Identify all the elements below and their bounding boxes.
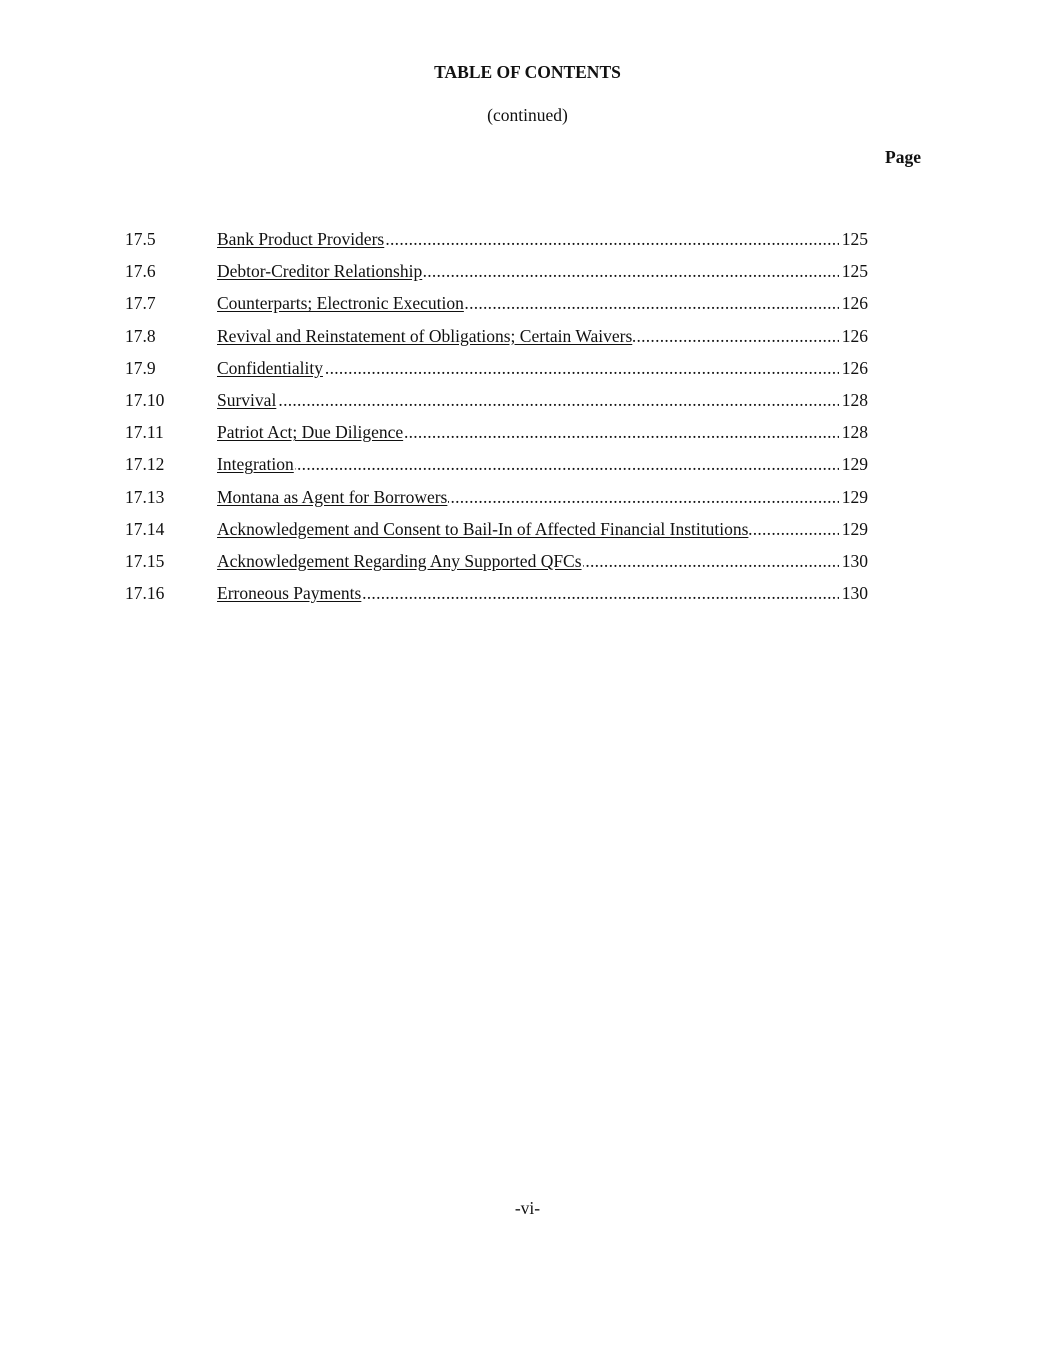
continued-label: (continued) — [487, 105, 568, 125]
page-number: 129 — [841, 518, 868, 539]
section-number: 17.11 — [125, 422, 164, 443]
section-number: 17.5 — [125, 229, 156, 249]
page-column-header: Page — [885, 147, 921, 167]
toc-entry — [125, 422, 868, 454]
section-title-link[interactable]: Erroneous Payments — [217, 583, 362, 604]
dot-leader — [749, 519, 838, 540]
dot-leader — [385, 229, 839, 250]
toc-entry — [125, 358, 868, 390]
toc-entry — [125, 261, 868, 293]
toc-entry — [125, 487, 868, 519]
section-title-link[interactable]: Counterparts; Electronic Execution — [217, 293, 464, 314]
section-title-link[interactable]: Bank Product Providers — [217, 229, 385, 249]
dot-leader — [295, 454, 839, 475]
page-number: 130 — [841, 550, 868, 571]
section-title-link[interactable]: Survival — [217, 389, 277, 410]
toc-entry — [125, 454, 868, 486]
toc-entry — [125, 293, 868, 325]
section-number: 17.6 — [125, 261, 156, 282]
section-title-link[interactable]: Patriot Act; Due Diligence — [217, 422, 404, 443]
page-number: 128 — [841, 422, 868, 443]
section-number: 17.8 — [125, 325, 156, 346]
dot-leader — [633, 326, 838, 347]
page-number: 129 — [841, 486, 868, 507]
page-number: 125 — [841, 229, 868, 249]
page-number: 128 — [841, 389, 868, 410]
page-number-footer: -vi- — [514, 1198, 541, 1218]
section-number: 17.16 — [125, 583, 165, 604]
section-number: 17.9 — [125, 357, 156, 378]
toc-entry — [125, 326, 868, 358]
page-number: 126 — [841, 357, 868, 378]
section-title-link[interactable]: Integration — [217, 454, 294, 475]
section-title-link[interactable]: Montana as Agent for Borrowers — [217, 486, 448, 507]
dot-leader — [404, 422, 839, 443]
table-of-contents — [125, 229, 868, 615]
toc-entry — [125, 229, 868, 261]
page-number: 130 — [841, 583, 868, 604]
section-number: 17.15 — [125, 550, 165, 571]
section-title-link[interactable]: Revival and Reinstatement of Obligations; Certain Waivers — [217, 325, 633, 346]
toc-entry — [125, 519, 868, 551]
section-number: 17.12 — [125, 454, 165, 475]
section-number: 17.7 — [125, 293, 156, 314]
page-title: TABLE OF CONTENTS — [434, 62, 621, 82]
dot-leader — [362, 583, 838, 604]
dot-leader — [465, 293, 839, 314]
dot-leader — [277, 390, 838, 411]
section-number: 17.13 — [125, 486, 165, 507]
dot-leader — [423, 261, 839, 282]
section-title-link[interactable]: Acknowledgement Regarding Any Supported QFCs — [217, 550, 582, 571]
section-title-link[interactable]: Acknowledgement and Consent to Bail-In of Affected Financial Institutions — [217, 518, 749, 539]
page-number: 125 — [841, 261, 868, 282]
section-number: 17.14 — [125, 518, 165, 539]
dot-leader — [448, 487, 838, 508]
section-title-link[interactable]: Confidentiality — [217, 357, 323, 378]
section-number: 17.10 — [125, 389, 165, 410]
page-number: 126 — [841, 293, 868, 314]
toc-entry — [125, 390, 868, 422]
page-number: 129 — [841, 454, 868, 475]
page-number: 126 — [841, 325, 868, 346]
toc-entry — [125, 551, 868, 583]
dot-leader — [324, 358, 839, 379]
section-title-link[interactable]: Debtor-Creditor Relationship — [217, 261, 423, 282]
toc-entry — [125, 583, 868, 615]
dot-leader — [583, 551, 839, 572]
